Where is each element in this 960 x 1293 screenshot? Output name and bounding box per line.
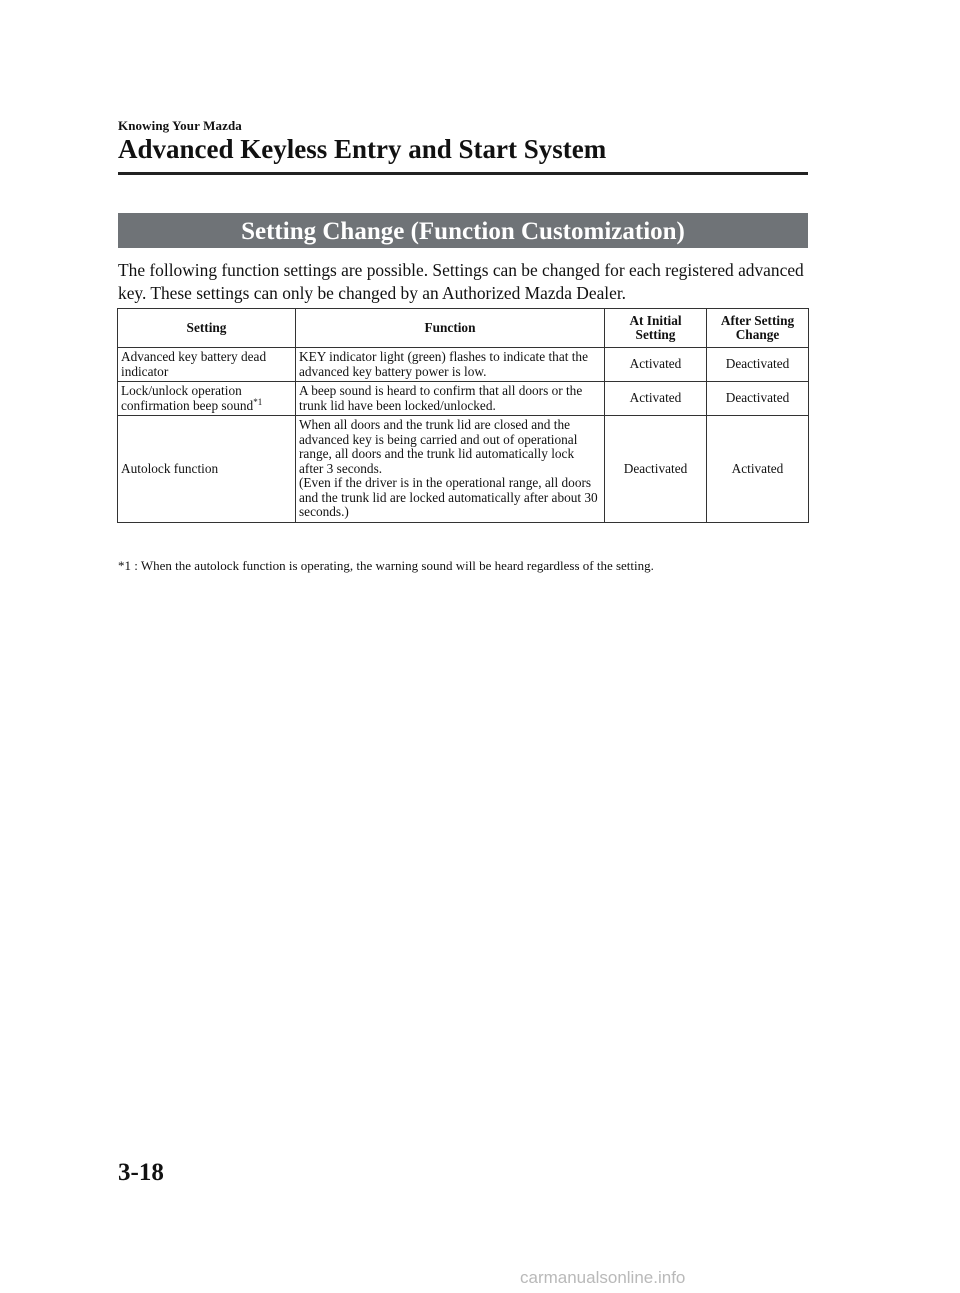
header-function: Function <box>296 309 605 348</box>
after-change-cell: Deactivated <box>707 348 809 382</box>
function-cell <box>296 416 605 523</box>
section-label: Knowing Your Mazda <box>118 118 242 133</box>
section-heading-band <box>118 213 808 248</box>
setting-cell <box>118 382 296 416</box>
table-row <box>118 382 809 416</box>
table-header-row <box>118 309 809 348</box>
footnote-reference: *1 <box>253 396 263 407</box>
footnote: *1 : When the autolock function is operating, the warning sound will be heard regardless of the setting. <box>118 558 654 573</box>
settings-table <box>117 308 809 523</box>
setting-text: Lock/unlock operation confirmation beep sound <box>121 383 254 413</box>
intro-paragraph: The following function settings are possible. Settings can be changed for each registered advanced key. These settings can only be changed by an Authorized Mazda Dealer. <box>118 260 804 303</box>
setting-cell: Autolock function <box>118 416 296 523</box>
initial-setting-cell: Activated <box>605 382 707 416</box>
function-cell: KEY indicator light (green) flashes to indicate that the advanced key battery power is low. <box>296 348 605 382</box>
header-after-setting-change: After Setting Change <box>707 309 809 348</box>
table-row <box>118 348 809 382</box>
title-divider <box>118 172 808 175</box>
setting-cell: Advanced key battery dead indicator <box>118 348 296 382</box>
initial-setting-cell: Activated <box>605 348 707 382</box>
function-cell: A beep sound is heard to confirm that all doors or the trunk lid have been locked/unlocked. <box>296 382 605 416</box>
function-text: When all doors and the trunk lid are closed and the advanced key is being carried and out of operational range, all doors and the trunk lid automatically lock after 3 seconds. <box>299 417 578 476</box>
section-heading: Setting Change (Function Customization) <box>241 218 685 245</box>
table-row <box>118 416 809 523</box>
header-setting: Setting <box>118 309 296 348</box>
initial-setting-cell: Deactivated <box>605 416 707 523</box>
page-number: 3-18 <box>118 1159 164 1186</box>
header-initial-setting: At Initial Setting <box>605 309 707 348</box>
function-note: (Even if the driver is in the operational range, all doors and the trunk lid are locked automatically after about 30 seconds.) <box>299 475 598 519</box>
after-change-cell: Deactivated <box>707 382 809 416</box>
chapter-title: Advanced Keyless Entry and Start System <box>118 134 607 164</box>
after-change-cell: Activated <box>707 416 809 523</box>
watermark-link[interactable]: carmanualsonline.info <box>520 1268 686 1287</box>
